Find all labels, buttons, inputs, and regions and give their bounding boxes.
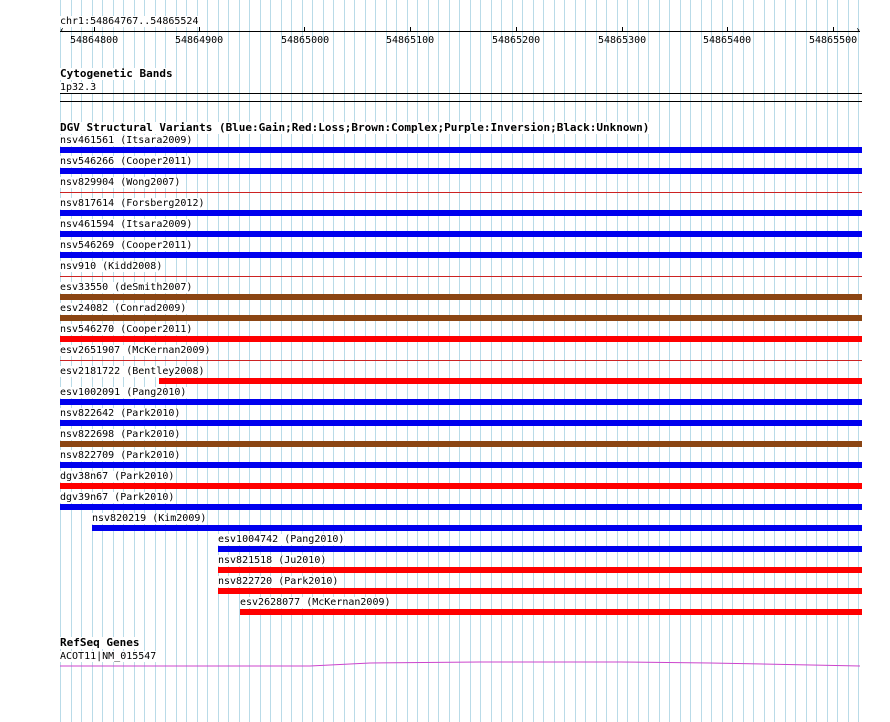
dgv-variant-label[interactable]: esv1004742 (Pang2010): [218, 534, 345, 545]
ruler-tick-label: 54865200: [492, 35, 541, 46]
dgv-variant-label[interactable]: esv1002091 (Pang2010): [60, 387, 187, 398]
dgv-variant-label[interactable]: nsv546269 (Cooper2011): [60, 240, 193, 251]
refseq-gene-model[interactable]: [60, 658, 862, 670]
ruler-left-arrow-icon: ‹: [59, 25, 66, 36]
dgv-variant-label[interactable]: nsv820219 (Kim2009): [92, 513, 207, 524]
ruler-tick-label: 54865400: [703, 35, 752, 46]
ruler-right-arrow-icon: ›: [855, 25, 862, 36]
ruler-tick-label: 54864800: [70, 35, 119, 46]
dgv-variant-label[interactable]: nsv822642 (Park2010): [60, 408, 181, 419]
dgv-variant-label[interactable]: nsv546266 (Cooper2011): [60, 156, 193, 167]
ruler-tick-label: 54865100: [386, 35, 435, 46]
dgv-variant-label[interactable]: nsv910 (Kidd2008): [60, 261, 163, 272]
dgv-variant-label[interactable]: nsv822720 (Park2010): [218, 576, 339, 587]
ruler-tick-label: 54864900: [175, 35, 224, 46]
dgv-variant-label[interactable]: nsv461561 (Itsara2009): [60, 135, 193, 146]
cytoband-track-title: Cytogenetic Bands: [60, 67, 173, 80]
dgv-variant-label[interactable]: esv33550 (deSmith2007): [60, 282, 193, 293]
gene-intron-line: [60, 662, 860, 666]
dgv-variant-label[interactable]: esv2628077 (McKernan2009): [240, 597, 391, 608]
dgv-variant-label[interactable]: nsv461594 (Itsara2009): [60, 219, 193, 230]
dgv-variant-label[interactable]: nsv822698 (Park2010): [60, 429, 181, 440]
ruler-tick-label: 54865000: [281, 35, 330, 46]
dgv-variant-label[interactable]: nsv817614 (Forsberg2012): [60, 198, 205, 209]
dgv-track-title: DGV Structural Variants (Blue:Gain;Red:Loss;Brown:Complex;Purple:Inversion;Black:Unknown): [60, 121, 650, 134]
refseq-gene-label[interactable]: ACOT11|NM_015547: [60, 651, 157, 662]
dgv-variant-label[interactable]: nsv546270 (Cooper2011): [60, 324, 193, 335]
dgv-variant-label[interactable]: nsv829904 (Wong2007): [60, 177, 181, 188]
ruler-tick-label: 54865300: [598, 35, 647, 46]
dgv-variant-label[interactable]: dgv38n67 (Park2010): [60, 471, 175, 482]
locus-label: chr1:54864767..54865524: [60, 16, 199, 27]
dgv-variant-label[interactable]: esv2181722 (Bentley2008): [60, 366, 205, 377]
dgv-variant-label[interactable]: esv24082 (Conrad2009): [60, 303, 187, 314]
dgv-variant-label[interactable]: nsv822709 (Park2010): [60, 450, 181, 461]
cytoband-label: 1p32.3: [60, 82, 97, 93]
dgv-variant-label[interactable]: nsv821518 (Ju2010): [218, 555, 327, 566]
dgv-variant-label[interactable]: esv2651907 (McKernan2009): [60, 345, 211, 356]
dgv-variant-label[interactable]: dgv39n67 (Park2010): [60, 492, 175, 503]
refseq-track-title: RefSeq Genes: [60, 636, 140, 649]
ruler-tick-label: 54865500: [809, 35, 858, 46]
